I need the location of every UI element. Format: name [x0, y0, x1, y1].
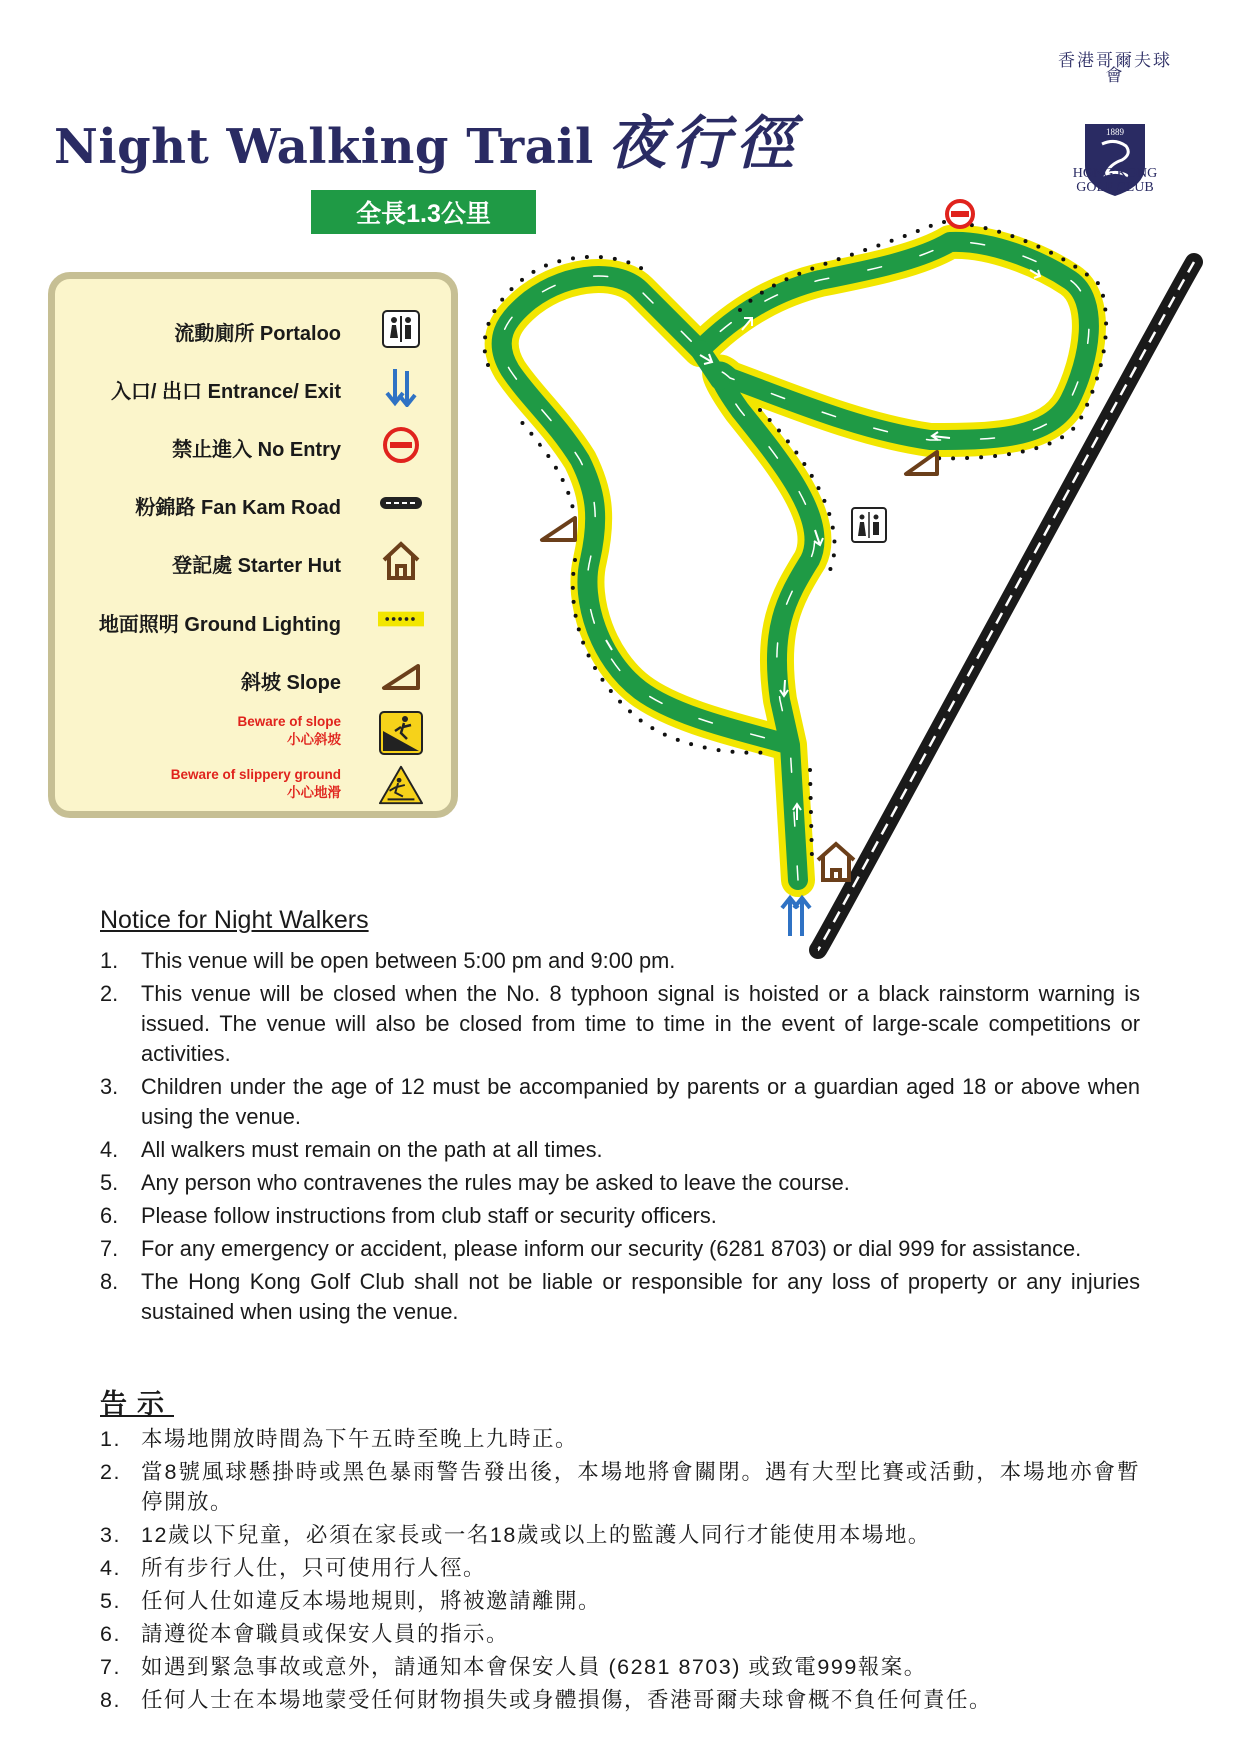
legend-label-ground-lighting: 地面照明 Ground Lighting — [98, 614, 341, 636]
legend-label-entrance-exit: 入口/ 出口 Entrance/ Exit — [110, 381, 341, 403]
item-number: 3. — [100, 1523, 121, 1547]
map-starter-hut-icon — [818, 844, 854, 880]
map-portaloo-icon — [852, 508, 886, 542]
logo-zh-name: 香港哥爾夫球會 — [1058, 51, 1172, 86]
item-text: For any emergency or accident, please inform our security (6281 8703) or dial 999 for assistance. — [141, 1236, 1082, 1261]
item-number: 4. — [100, 1556, 121, 1580]
notice-zh-item — [100, 1619, 1140, 1649]
warning-slippery-zh: 小心地滑 — [287, 785, 341, 800]
notice-zh-list — [100, 1424, 1140, 1718]
notice-en-title: Notice for Night Walkers — [100, 906, 369, 934]
item-number: 7. — [100, 1236, 119, 1261]
item-number: 4. — [100, 1137, 119, 1162]
map-entrance-exit-icon — [782, 898, 810, 936]
notice-zh-item — [100, 1586, 1140, 1616]
map-no-entry-icon — [947, 201, 973, 227]
notice-en-item — [100, 1135, 1140, 1165]
item-text: 12歲以下兒童，必須在家長或一名18歲或以上的監護人同行才能使用本場地。 — [141, 1523, 931, 1547]
warning-slippery-en: Beware of slippery ground — [170, 767, 341, 782]
item-text: 任何人士在本場地蒙受任何財物損失或身體損傷，香港哥爾夫球會概不負任何責任。 — [141, 1688, 993, 1712]
item-text: The Hong Kong Golf Club shall not be liable or responsible for any loss of property or any injuries sustained when using the venue. — [141, 1269, 1140, 1324]
item-number: 1. — [100, 948, 119, 973]
item-text: 請遵從本會職員或保安人員的指示。 — [141, 1622, 510, 1646]
item-number: 8. — [100, 1688, 121, 1712]
item-number: 1. — [100, 1427, 121, 1451]
item-number: 8. — [100, 1269, 119, 1294]
ground-lighting-halo — [502, 242, 1089, 880]
notice-zh-item — [100, 1685, 1140, 1715]
notice-en-item — [100, 979, 1140, 1069]
item-number: 5. — [100, 1589, 121, 1613]
notice-zh-item — [100, 1652, 1140, 1682]
item-number: 5. — [100, 1170, 119, 1195]
item-text: All walkers must remain on the path at all times. — [141, 1137, 603, 1162]
notice-en-item — [100, 1201, 1140, 1231]
notice-zh-item — [100, 1553, 1140, 1583]
trail-length-badge: 全長1.3公里 — [311, 190, 536, 234]
title-zh: 夜行徑 — [607, 109, 800, 177]
item-number: 6. — [100, 1622, 121, 1646]
logo-year: 1889 — [1106, 127, 1124, 137]
item-text: This venue will be closed when the No. 8 typhoon signal is hoisted or a black rainstorm warning is issued. The venue will also be closed from time to time in the event of large-scale competitions or activities. — [141, 981, 1140, 1066]
item-text: 所有步行人仕，只可使用行人徑。 — [141, 1556, 487, 1580]
item-text: Children under the age of 12 must be accompanied by parents or a guardian aged 18 or above when using the venue. — [141, 1074, 1140, 1129]
item-number: 2. — [100, 1460, 121, 1484]
item-text: 本場地開放時間為下午五時至晚上九時正。 — [141, 1427, 579, 1451]
item-number: 3. — [100, 1074, 119, 1099]
notice-zh-item — [100, 1520, 1140, 1550]
item-text: 任何人仕如違反本場地規則，將被邀請離開。 — [141, 1589, 602, 1613]
notice-en-item — [100, 1072, 1140, 1132]
item-number: 6. — [100, 1203, 119, 1228]
item-text: This venue will be open between 5:00 pm and 9:00 pm. — [141, 948, 676, 973]
notice-en-item — [100, 1267, 1140, 1327]
notice-zh-title: 告示 — [100, 1389, 174, 1419]
legend-label-road: 粉錦路 Fan Kam Road — [135, 497, 341, 519]
legend-label-portaloo: 流動廁所 Portaloo — [174, 323, 341, 345]
fan-kam-road — [818, 262, 1194, 950]
legend-label-slope: 斜坡 Slope — [240, 672, 341, 694]
logo-name-line1: HONG KONG — [1072, 166, 1158, 181]
warning-slope-en: Beware of slope — [237, 714, 341, 729]
item-number: 2. — [100, 981, 119, 1006]
logo-name-line2: GOLF CLUB — [1076, 180, 1154, 195]
map-slope-icon-left — [542, 518, 575, 540]
notice-en-list — [100, 946, 1140, 1330]
item-text: 如遇到緊急事故或意外，請通知本會保安人員 (6281 8703) 或致電999報案。 — [141, 1655, 927, 1679]
legend-label-starter-hut: 登記處 Starter Hut — [172, 555, 341, 577]
item-number: 7. — [100, 1655, 121, 1679]
item-text: 當8號風球懸掛時或黑色暴雨警告發出後，本場地將會關閉。遇有大型比賽或活動，本場地亦會暫停開放。 — [141, 1460, 1140, 1514]
notice-en-item — [100, 1168, 1140, 1198]
title-en: Night Walking Trail — [54, 119, 594, 175]
item-text: Any person who contravenes the rules may be asked to leave the course. — [141, 1170, 850, 1195]
warning-slope-zh: 小心斜坡 — [287, 732, 341, 747]
notice-zh-item — [100, 1424, 1140, 1454]
legend-label-no-entry: 禁止進入 No Entry — [172, 439, 341, 461]
notice-zh-item — [100, 1457, 1140, 1517]
item-text: Please follow instructions from club staff or security officers. — [141, 1203, 717, 1228]
notice-en-item — [100, 946, 1140, 976]
notice-en-item — [100, 1234, 1140, 1264]
